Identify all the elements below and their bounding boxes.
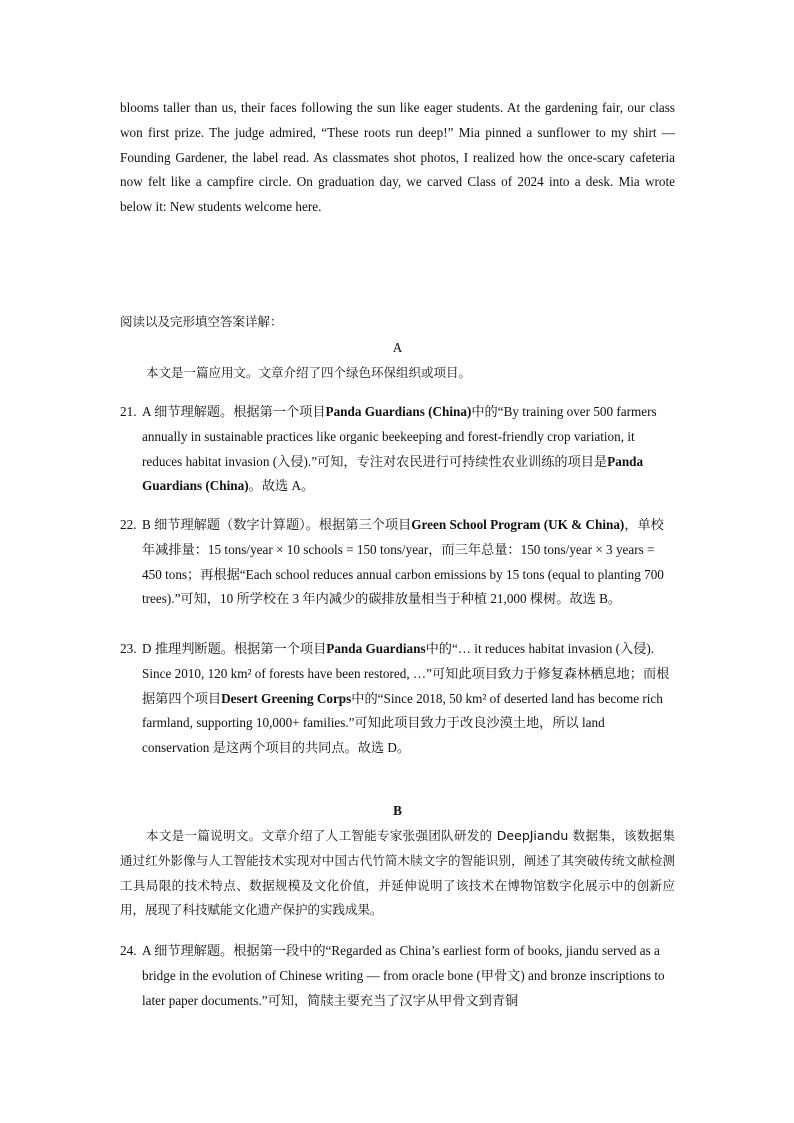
- section-a-intro-text: 本文是一篇应用文。文章介绍了四个绿色环保组织或项目。: [146, 365, 472, 380]
- answer-emphasis: Panda Guardians (China): [325, 404, 472, 419]
- answer-text: B 细节理解题（数字计算题）。根据第三个项目: [142, 517, 412, 532]
- passage-ending-paragraph: blooms taller than us, their faces following the sun like eager students. At the gardening fair, our class won first prize. The judge admired, “These roots run deep!” Mia pinned a sunflower to my shirt — Founding Gardener, the label read. As classmates shot photos, I realized how the once-scary cafeteria now felt like a campfire circle. On graduation day, we carved Class of 2024 into a desk. Mia wrote below it: New students welcome here.: [120, 100, 675, 215]
- answer-text: 中的“Since 2018, 50 km² of deserted land has become rich farmland, supporting 10,000+ families.”可知此项目致力于改良沙漠土地，所以 land conservation 是这两个项目的共同点。故选 D。: [142, 690, 663, 756]
- answer-21: [120, 400, 675, 499]
- answer-emphasis: Panda Guardians (China): [142, 453, 644, 494]
- answer-emphasis: Panda Guardians: [326, 641, 426, 656]
- section-a-letter: A: [392, 340, 403, 355]
- answer-emphasis: Green School Program (UK & China): [411, 517, 625, 532]
- section-b-letter: B: [393, 803, 402, 818]
- answer-21-body: [120, 400, 675, 499]
- answer-number: 24.: [120, 943, 137, 958]
- answer-22-body: [120, 513, 675, 612]
- answer-24-body: A 细节理解题。根据第一段中的“Regarded as China’s earliest form of books, jiandu served as a bridge in the evolution of Chinese writing — from oracle bone (甲骨文) and bronze inscriptions to later paper documents.”可知，简牍主要充当了汉字从甲骨文到青铜: [142, 943, 665, 1008]
- answer-number: 21.: [120, 404, 137, 419]
- answer-text: 中的“… it reduces habitat invasion (入侵). Since 2010, 120 km² of forests have been restored, …”可知此项目致力于修复森林栖息地；而根据第四个项目: [142, 641, 670, 706]
- answer-text: D 推理判断题。根据第一个项目: [142, 641, 327, 656]
- section-a-intro: [120, 361, 675, 386]
- answer-number: 23.: [120, 641, 137, 656]
- answer-text: 。故选 A。: [248, 478, 315, 494]
- answer-text: 中的“By training over 500 farmers annually in sustainable practices like organic beekeeping and forest-friendly crop variation, it reduces habitat invasion (入侵).”可知，专注对农民进行可持续性农业训练的项目是: [142, 404, 657, 469]
- answer-number: 22.: [120, 517, 137, 532]
- answer-text: ，单校年减排量：15 tons/year × 10 schools = 150 tons/year，而三年总量：150 tons/year × 3 years = 450 tons；再根据“Each school reduces annual carbon emissions by 15 tons (equal to planting 700 trees).”可知，10 所学校在 3 年内减少的碳排放量相当于种植 21,000 棵树。故选 B。: [142, 517, 664, 607]
- answer-text: A 细节理解题。根据第一个项目: [142, 404, 326, 419]
- answer-23-body: [120, 637, 675, 761]
- answer-22: [120, 513, 675, 612]
- section-b-intro: 本文是一篇说明文。文章介绍了人工智能专家张强团队研发的 DeepJiandu 数据集，该数据集通过红外影像与人工智能技术实现对中国古代竹简木牍文字的智能识别，阐述了其突破传统文献检测工具局限的技术特点、数据规模及文化价值，并延伸说明了该技术在博物馆数字化展示中的创新应用，展现了科技赋能文化遗产保护的实践成果。: [120, 828, 675, 918]
- answers-heading: 阅读以及完形填空答案详解：: [120, 314, 283, 329]
- answer-23: [120, 637, 675, 761]
- answer-emphasis: Desert Greening Corps: [221, 690, 352, 706]
- answer-24: [120, 939, 675, 1013]
